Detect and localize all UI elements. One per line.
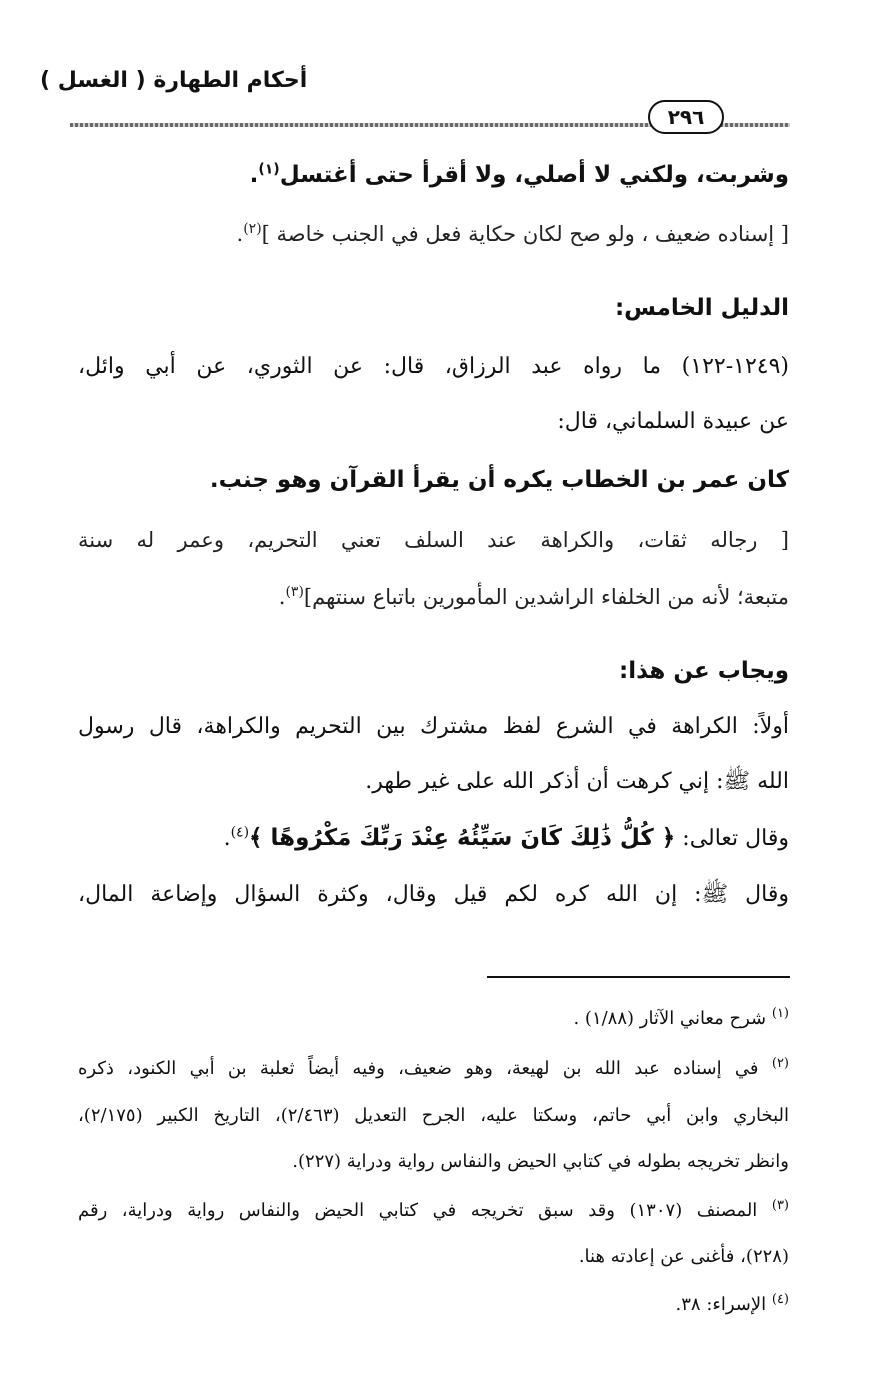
footnote-ref-2: (٢) — [243, 221, 262, 237]
text-line-7: [ رجاله ثقات، والكراهة عند السلف تعني التحريم، وعمر له سنة — [78, 528, 789, 552]
footnote-1 — [573, 1006, 789, 1032]
footnote-3-mark: (٣) — [771, 1198, 789, 1213]
footnote-4-text: الإسراء: ٣٨. — [675, 1294, 767, 1315]
running-header-title: أحكام الطهارة ( الغسل ) — [40, 68, 308, 93]
footnote-ref-3: (٣) — [285, 584, 304, 600]
text-line-10: أولاً: الكراهة في الشرع لفظ مشترك بين التحريم والكراهة، قال رسول — [78, 714, 789, 739]
quoted-narration: كان عمر بن الخطاب يكره أن يقرأ القرآن وهو جنب. — [209, 467, 789, 493]
footnote-2-mark: (٢) — [771, 1056, 789, 1071]
line-12-prefix: وقال تعالى: — [682, 826, 789, 851]
footnote-divider — [487, 976, 790, 978]
footnote-3-line-2: (٢٢٨)، فأغنى عن إعادته هنا. — [578, 1246, 789, 1267]
footnote-2-line-1 — [78, 1056, 789, 1082]
text-line-2 — [237, 219, 789, 249]
text-line-13: وقال ﷺ: إن الله كره لكم قيل وقال، وكثرة السؤال وإضاعة المال، — [78, 882, 789, 907]
line-2-end: . — [236, 222, 244, 246]
text-line-4: (١٢٤٩-١٢٢) ما رواه عبد الرزاق، قال: عن الثوري، عن أبي وائل، — [78, 354, 789, 379]
footnote-4-mark: (٤) — [771, 1292, 789, 1307]
quran-verse: ﴿ كُلُّ ذَٰلِكَ كَانَ سَيِّئُهُ عِنْدَ رَبِّكَ مَكْرُوهًا ﴾ — [249, 825, 676, 851]
page-number-badge: ٢٩٦ — [648, 100, 724, 134]
line-1-end: . — [249, 162, 259, 188]
footnote-4 — [676, 1292, 789, 1318]
section-heading-response: ويجاب عن هذا: — [619, 658, 789, 684]
line-1-text: وشربت، ولكني لا أصلي، ولا أقرأ حتى أغتسل — [279, 162, 789, 188]
footnote-3-line-1 — [78, 1198, 789, 1224]
text-line-12 — [224, 823, 789, 854]
section-heading-fifth-evidence: الدليل الخامس: — [614, 295, 789, 321]
line-12-end: . — [223, 826, 231, 851]
line-8-end: . — [278, 585, 286, 609]
text-line-5: عن عبيدة السلماني، قال: — [557, 409, 789, 434]
footnote-ref-1: (١) — [258, 161, 280, 178]
footnote-2-line-3: وانظر تخريجه بطوله في كتابي الحيض والنفاس رواية ودراية (٢٢٧). — [292, 1151, 789, 1172]
line-8-text: متبعة؛ لأنه من الخلفاء الراشدين المأمورين باتباع سنتهم] — [303, 585, 789, 609]
footnote-2-text-1: في إسناده عبد الله بن لهيعة، وهو ضعيف، وفيه أيضاً ثعلبة بن أبي الكنود، ذكره — [78, 1058, 759, 1079]
footnote-3-text-1: المصنف (١٣٠٧) وقد سبق تخريجه في كتابي الحيض والنفاس رواية ودراية، رقم — [78, 1200, 758, 1221]
footnote-2-line-2: البخاري وابن أبي حاتم، وسكتا عليه، الجرح التعديل (٢/٤٦٣)، التاريخ الكبير (٢/١٧٥)، — [78, 1105, 789, 1126]
text-line-1 — [250, 160, 789, 190]
line-2-text: [ إسناده ضعيف ، ولو صح لكان حكاية فعل في الجنب خاصة ] — [261, 222, 789, 246]
text-line-8 — [279, 582, 789, 612]
text-line-11: الله ﷺ: إني كرهت أن أذكر الله على غير طهر. — [365, 769, 789, 794]
footnote-1-text: شرح معاني الآثار (١/٨٨) . — [573, 1008, 767, 1029]
footnote-ref-4: (٤) — [230, 824, 250, 841]
footnote-1-mark: (١) — [771, 1006, 789, 1021]
